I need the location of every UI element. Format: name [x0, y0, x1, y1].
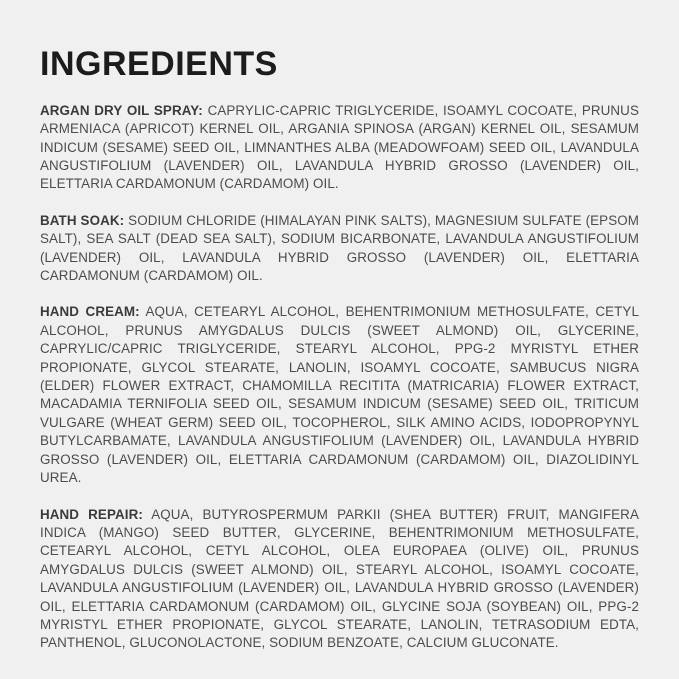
section-bath-soak — [40, 212, 639, 286]
page-title: INGREDIENTS — [40, 45, 278, 83]
ingredient-list-text: CAPRYLIC-CAPRIC TRIGLYCERIDE, ISOAMYL COCOATE, PRUNUS ARMENIACA (APRICOT) KERNEL OIL, ARGANIA SPINOSA (ARGAN) KERNEL OIL, SESAMUM INDICUM (SESAME) SEED OIL, LIMNANTHES ALBA (MEADOWFOAM) SEED OIL, LAVANDULA ANGUSTIFOLIUM (LAVENDER) OIL, LAVANDULA HYBRID GROSSO (LAVENDER) OIL, ELETTARIA CARDAMONUM (CARDAMOM) OIL. — [40, 102, 639, 192]
ingredient-list-text: SODIUM CHLORIDE (HIMALAYAN PINK SALTS), MAGNESIUM SULFATE (EPSOM SALT), SEA SALT (DEAD SEA SALT), SODIUM BICARBONATE, LAVANDULA ANGUSTIFOLIUM (LAVENDER) OIL, LAVANDULA HYBRID GROSSO (LAVENDER) OIL, ELETTARIA CARDAMONUM (CARDAMOM) OIL. — [40, 212, 639, 284]
product-name-label: HAND REPAIR: — [40, 506, 143, 522]
section-hand-repair — [40, 506, 639, 653]
product-name-label: HAND CREAM: — [40, 304, 140, 320]
section-hand-cream — [40, 303, 639, 487]
product-name-label: BATH SOAK: — [40, 212, 125, 228]
section-argan-dry-oil-spray — [40, 102, 639, 194]
ingredient-list-text: AQUA, BUTYROSPERMUM PARKII (SHEA BUTTER) FRUIT, MANGIFERA INDICA (MANGO) SEED BUTTER, GLYCERINE, BEHENTRIMONIUM METHOSULFATE, CETEARYL ALCOHOL, CETYL ALCOHOL, OLEA EUROPAEA (OLIVE) OIL, PRUNUS AMYGDALUS DULCIS (SWEET ALMOND) OIL, STEARYL ALCOHOL, ISOAMYL COCOATE, LAVANDULA ANGUSTIFOLIUM (LAVENDER) OIL, LAVANDULA HYBRID GROSSO (LAVENDER) OIL, ELETTARIA CARDAMONUM (CARDAMOM) OIL, GLYCINE SOJA (SOYBEAN) OIL, PPG-2 MYRISTYL ETHER PROPIONATE, GLYCOL STEARATE, LANOLIN, TETRASODIUM EDTA, PANTHENOL, GLUCONOLACTONE, SODIUM BENZOATE, CALCIUM GLUCONATE. — [40, 506, 639, 651]
ingredient-list-text: AQUA, CETEARYL ALCOHOL, BEHENTRIMONIUM METHOSULFATE, CETYL ALCOHOL, PRUNUS AMYGDALUS DULCIS (SWEET ALMOND) OIL, GLYCERINE, CAPRYLIC/CAPRIC TRIGLYCERIDE, STEARYL ALCOHOL, PPG-2 MYRISTYL ETHER PROPIONATE, GLYCOL STEARATE, LANOLIN, ISOAMYL COCOATE, SAMBUCUS NIGRA (ELDER) FLOWER EXTRACT, CHAMOMILLA RECITITA (MATRICARIA) FLOWER EXTRACT, MACADAMIA TERNIFOLIA SEED OIL, SESAMUM INDICUM (SESAME) SEED OIL, TRITICUM VULGARE (WHEAT GERM) SEED OIL, TOCOPHEROL, SILK AMINO ACIDS, IODOPROPYNYL BUTYLCARBAMATE, LAVANDULA ANGUSTIFOLIUM (LAVENDER) OIL, LAVANDULA HYBRID GROSSO (LAVENDER) OIL, ELETTARIA CARDAMONUM (CARDAMOM) OIL, DIAZOLIDINYL UREA. — [40, 304, 640, 486]
product-name-label: ARGAN DRY OIL SPRAY: — [40, 102, 203, 118]
